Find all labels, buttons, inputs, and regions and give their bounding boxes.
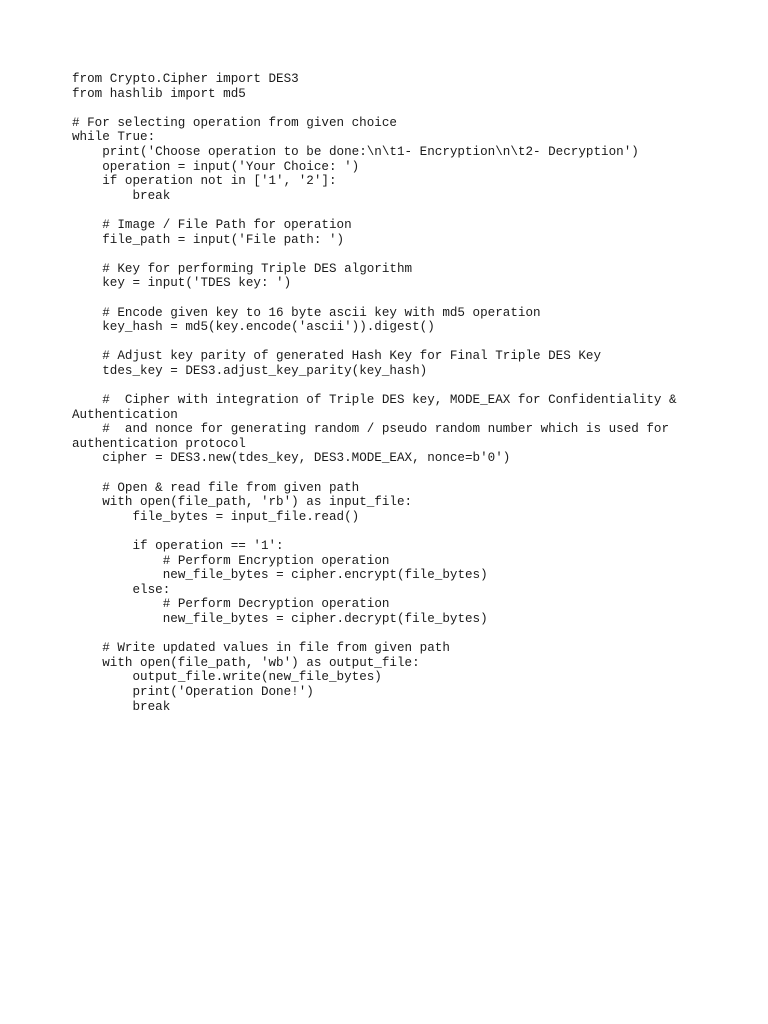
- code-line: file_bytes = input_file.read(): [72, 509, 360, 524]
- code-line: new_file_bytes = cipher.decrypt(file_bytes): [72, 611, 488, 626]
- code-line: break: [72, 188, 171, 203]
- code-line: [72, 335, 692, 350]
- code-line: key_hash = md5(key.encode('ascii')).digest(): [72, 320, 435, 335]
- code-line: # Open & read file from given path: [72, 480, 360, 495]
- code-line: [72, 203, 692, 218]
- code-line: with open(file_path, 'wb') as output_file:: [72, 655, 420, 670]
- code-line: if operation == '1':: [72, 539, 284, 553]
- code-line: # Perform Encryption operation: [72, 553, 390, 568]
- code-line: [72, 101, 692, 116]
- code-line: print('Operation Done!'): [72, 684, 314, 699]
- code-line: break: [72, 699, 171, 714]
- code-line: from Crypto.Cipher import DES3: [72, 72, 299, 86]
- code-line: while True:: [72, 130, 156, 145]
- code-line: # Image / File Path for operation: [72, 217, 352, 232]
- code-line: [72, 524, 692, 539]
- code-line: output_file.write(new_file_bytes): [72, 670, 382, 685]
- code-line: [72, 378, 692, 393]
- code-line: key = input('TDES key: '): [72, 276, 292, 291]
- code-line: [72, 247, 692, 262]
- code-listing: [72, 72, 692, 714]
- code-line: # Key for performing Triple DES algorithm: [72, 261, 413, 276]
- code-line: operation = input('Your Choice: '): [72, 159, 360, 174]
- code-line: tdes_key = DES3.adjust_key_parity(key_hash): [72, 363, 428, 378]
- code-line: new_file_bytes = cipher.encrypt(file_bytes): [72, 568, 488, 583]
- code-line: with open(file_path, 'rb') as input_file:: [72, 495, 413, 510]
- code-line: [72, 291, 692, 306]
- code-line: # Encode given key to 16 byte ascii key with md5 operation: [72, 305, 541, 320]
- code-line: # Adjust key parity of generated Hash Key for Final Triple DES Key: [72, 349, 602, 364]
- code-line: [72, 466, 692, 481]
- code-line: print('Choose operation to be done:\n\t1- Encryption\n\t2- Decryption'): [72, 144, 639, 159]
- code-line: # For selecting operation from given choice: [72, 115, 397, 130]
- code-line: cipher = DES3.new(tdes_key, DES3.MODE_EAX, nonce=b'0'): [72, 451, 511, 466]
- code-line: from hashlib import md5: [72, 86, 246, 101]
- code-line: # Cipher with integration of Triple DES key, MODE_EAX for Confidentiality & Authentication: [72, 393, 685, 422]
- code-line: # and nonce for generating random / pseudo random number which is used for authentication protocol: [72, 422, 677, 451]
- code-line: [72, 627, 692, 642]
- code-line: # Write updated values in file from given path: [72, 641, 450, 656]
- code-line: # Perform Decryption operation: [72, 597, 390, 612]
- code-line: file_path = input('File path: '): [72, 232, 345, 247]
- code-line: else:: [72, 582, 171, 597]
- code-line: if operation not in ['1', '2']:: [72, 174, 337, 189]
